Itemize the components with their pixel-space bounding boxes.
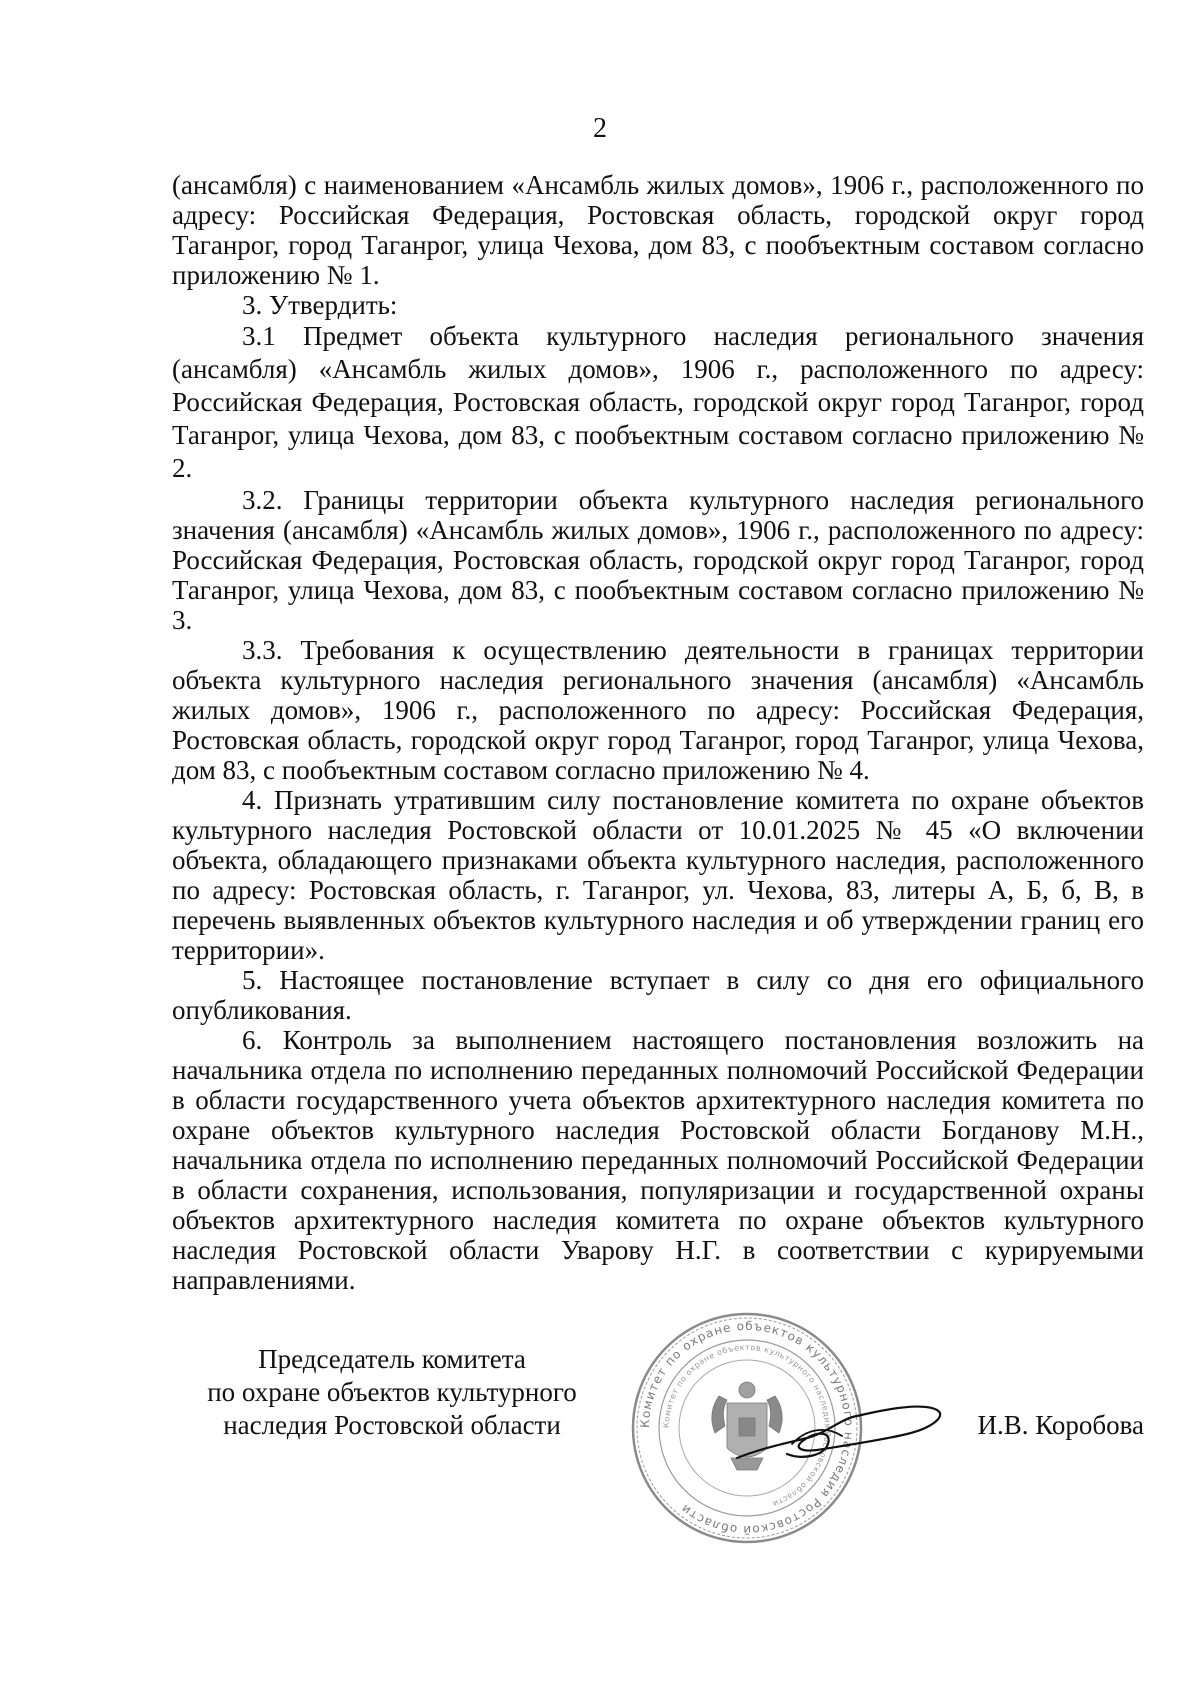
paragraph-item-4: 4. Признать утратившим силу постановление комитета по охране объектов культурного наследия Ростовской области от 10.01.2025 № 45 «О включении объекта, обладающего признаками объекта культурного наследия, расположенного по адресу: Ростовская область, г. Таганрог, ул. Чехова, 83, литеры А, Б, б, В, в перечень выявленных объектов культурного наследия и об утверждении границ его территории». bbox=[172, 785, 1144, 965]
paragraph-item-3-1: 3.1 Предмет объекта культурного наследия регионального значения (ансамбля) «Ансамбль жилых домов», 1906 г., расположенного по адресу: Российская Федерация, Ростовская область, городской округ город Таганрог, город Таганрог, улица Чехова, дом 83, с пообъектным составом согласно приложению № 2. bbox=[172, 321, 1144, 483]
paragraph-continuation: (ансамбля) с наименованием «Ансамбль жилых домов», 1906 г., расположенного по адресу: Российская Федерация, Ростовская область, городской округ город Таганрог, город Таганрог, улица Чехова, дом 83, с пообъектным составом согласно приложению № 1. bbox=[172, 170, 1144, 290]
page-number: 2 bbox=[593, 113, 607, 144]
signer-position bbox=[192, 1343, 592, 1442]
handwritten-signature bbox=[732, 1388, 952, 1478]
signer-position-line: Председатель комитета bbox=[258, 1344, 526, 1374]
svg-text:Комитет по охране объектов кул: Комитет по охране объектов культурного наследия Ростовской области bbox=[661, 1342, 833, 1509]
paragraph-item-3-2: 3.2. Границы территории объекта культурного наследия регионального значения (ансамбля) «Ансамбль жилых домов», 1906 г., расположенного по адресу: Российская Федерация, Ростовская область, городской округ город Таганрог, город Таганрог, улица Чехова, дом 83, с пообъектным составом согласно приложению № 3. bbox=[172, 485, 1144, 635]
signer-position-line: наследия Ростовской области bbox=[223, 1410, 561, 1440]
paragraph-item-3-3: 3.3. Требования к осуществлению деятельности в границах территории объекта культурного наследия регионального значения (ансамбля) «Ансамбль жилых домов», 1906 г., расположенного по адресу: Российская Федерация, Ростовская область, городской округ город Таганрог, город Таганрог, улица Чехова, дом 83, с пообъектным составом согласно приложению № 4. bbox=[172, 635, 1144, 785]
paragraph-item-6: 6. Контроль за выполнением настоящего постановления возложить на начальника отдела по исполнению переданных полномочий Российской Федерации в области государственного учета объектов архитектурного наследия комитета по охране объектов культурного наследия Ростовской области Богданову М.Н., начальника отдела по исполнению переданных полномочий Российской Федерации в области сохранения, использования, популяризации и государственной охраны объектов архитектурного наследия комитета по охране объектов культурного наследия Ростовской области Уварову Н.Г. в соответствии с курируемыми направлениями. bbox=[172, 1025, 1144, 1295]
document-body bbox=[172, 170, 1144, 1295]
paragraph-item-3: 3. Утвердить: bbox=[242, 290, 398, 320]
signature-block bbox=[172, 1318, 1144, 1583]
signer-position-line: по охране объектов культурного bbox=[207, 1377, 577, 1407]
svg-text:Комитет по охране объектов кул: Комитет по охране объектов культурного наследия Ростовской области bbox=[637, 1318, 857, 1538]
paragraph-item-5: 5. Настоящее постановление вступает в силу со дня его официального опубликования. bbox=[172, 965, 1144, 1025]
signer-name: И.В. Коробова bbox=[977, 1410, 1144, 1440]
